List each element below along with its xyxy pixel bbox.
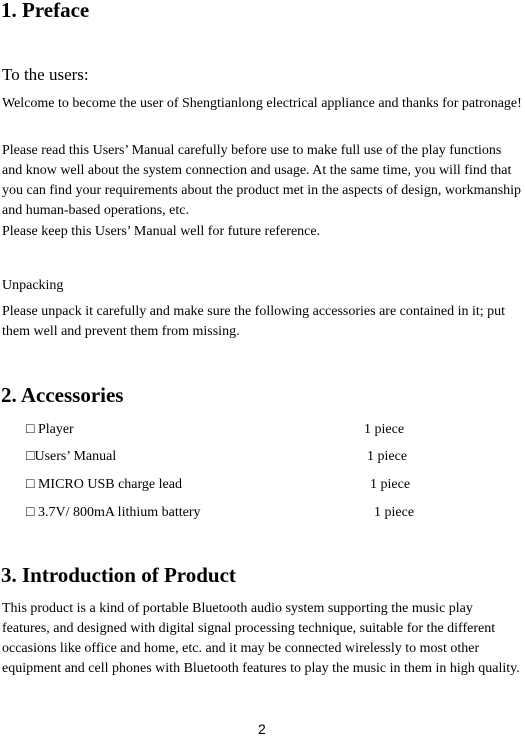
introduction-paragraph: This product is a kind of portable Bluetooth audio system supporting the music play features, and designed with digital signal processing technique, suitable for the different occasions like office and home, etc. and it may be connected wirelessly to most other equipment and cell phones with Bluetooth features to play the music in them in high quality.: [2, 601, 520, 676]
page-number: 2: [258, 721, 266, 737]
accessory-item-qty: 1 piece: [364, 422, 405, 437]
accessories-heading: 2. Accessories: [1, 383, 124, 407]
introduction-heading: 3. Introduction of Product: [1, 563, 236, 587]
preface-heading: 1. Preface: [1, 0, 90, 22]
unpacking-title: Unpacking: [2, 278, 64, 293]
read-manual-paragraph: Please read this Users’ Manual carefully before use to make full use of the play functions and know well about the system connection and usage. At the same time, you will find that you can find your requirements about the product met in the aspects of design, workmanship and human-based operations, etc.: [2, 143, 522, 218]
accessory-item-name: □ Player: [26, 422, 74, 437]
to-the-users-subheading: To the users:: [2, 65, 89, 84]
accessory-item-name: □ MICRO USB charge lead: [26, 477, 182, 492]
accessory-item-qty: 1 piece: [370, 477, 411, 492]
accessory-item-qty: 1 piece: [374, 505, 415, 520]
unpacking-paragraph: Please unpack it carefully and make sure the following accessories are contained in it; put them well and prevent them from missing.: [2, 304, 506, 339]
keep-manual-paragraph: Please keep this Users’ Manual well for future reference.: [2, 224, 321, 239]
accessory-item-name: □ 3.7V/ 800mA lithium battery: [26, 505, 201, 520]
accessory-item-name: □Users’ Manual: [26, 449, 117, 464]
welcome-paragraph: Welcome to become the user of Shengtianlong electrical appliance and thanks for patronage!: [2, 96, 522, 111]
accessory-item-qty: 1 piece: [367, 449, 408, 464]
